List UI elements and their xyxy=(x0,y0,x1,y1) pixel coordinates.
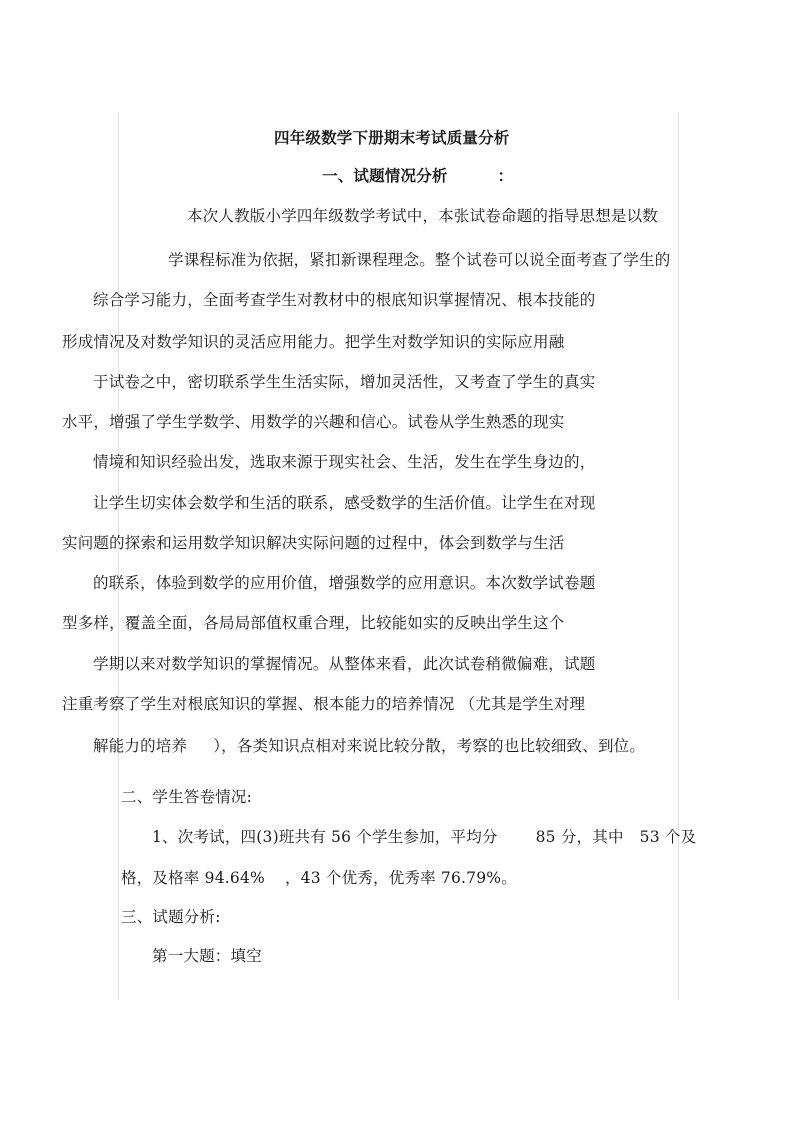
paragraph-line: 于试卷之中，密切联系学生生活实际，增加灵活性，又考查了学生的真实 xyxy=(93,373,596,391)
section1-heading-colon: ： xyxy=(497,166,514,185)
paragraph-line: 型多样，覆盖全面，各局局部值权重合理，比较能如实的反映出学生这个 xyxy=(62,614,565,632)
pass-rate-text: 格，及格率 94.64% xyxy=(121,869,265,887)
last-line-part2: ），各类知识点相对来说比较分散，考察的也比较细致、到位。 xyxy=(213,737,646,755)
paragraph-last-line xyxy=(93,736,645,756)
paragraph-line: 注重考察了学生对根底知识的掌握、根本能力的培养情况 （尤其是学生对理 xyxy=(62,695,586,713)
paragraph-line: 形成情况及对数学知识的灵活应用能力。把学生对数学知识的实际应用融 xyxy=(62,333,565,351)
average-score-text: 85 分，其中 xyxy=(535,828,624,846)
excellent-rate-text: ，43 个优秀，优秀率 76.79%。 xyxy=(284,869,517,887)
paragraph-line: 综合学习能力，全面考查学生对教材中的根底知识掌握情况、根本技能的 xyxy=(93,291,596,309)
section2-heading: 二、学生答卷情况: xyxy=(121,788,253,806)
document-title: 四年级数学下册期末考试质量分析 xyxy=(274,128,510,147)
paragraph-line: 本次人教版小学四年级数学考试中，本张试卷命题的指导思想是以数 xyxy=(187,207,659,225)
paragraph-line: 水平，增强了学生学数学、用数学的兴趣和信心。试卷从学生熟悉的现实 xyxy=(62,413,565,431)
section1-heading-row xyxy=(322,166,513,186)
page-border-left xyxy=(118,112,119,1000)
paragraph-line: 的联系，体验到数学的应用价值，增强数学的应用意识。本次数学试卷题 xyxy=(93,574,596,592)
paragraph-line: 学期以来对数学知识的掌握情况。从整体来看，此次试卷稍微偏难，试题 xyxy=(93,655,596,673)
paragraph-line: 情境和知识经验出发，选取来源于现实社会、生活，发生在学生身边的， xyxy=(93,453,596,471)
paragraph-line: 让学生切实体会数学和生活的联系，感受数学的生活价值。让学生在对现 xyxy=(93,494,596,512)
section1-heading: 一、试题情况分析 xyxy=(322,166,448,185)
section2-line1 xyxy=(152,827,696,847)
participants-text: 1、次考试，四(3)班共有 56 个学生参加，平均分 xyxy=(152,828,498,846)
paragraph-line: 学课程标准为依据，紧扣新课程理念。整个试卷可以说全面考查了学生的 xyxy=(168,251,671,269)
paragraph-line: 实问题的探索和运用数学知识解决实际问题的过程中，体会到数学与生活 xyxy=(62,534,565,552)
section3-heading: 三、试题分析: xyxy=(121,908,221,926)
last-line-part1: 解能力的培养 xyxy=(93,737,188,755)
section3-subheading: 第一大题：填空 xyxy=(152,947,262,965)
section2-line2 xyxy=(121,868,517,888)
page-border-right xyxy=(678,112,679,1000)
pass-count-text: 53 个及 xyxy=(639,828,697,846)
